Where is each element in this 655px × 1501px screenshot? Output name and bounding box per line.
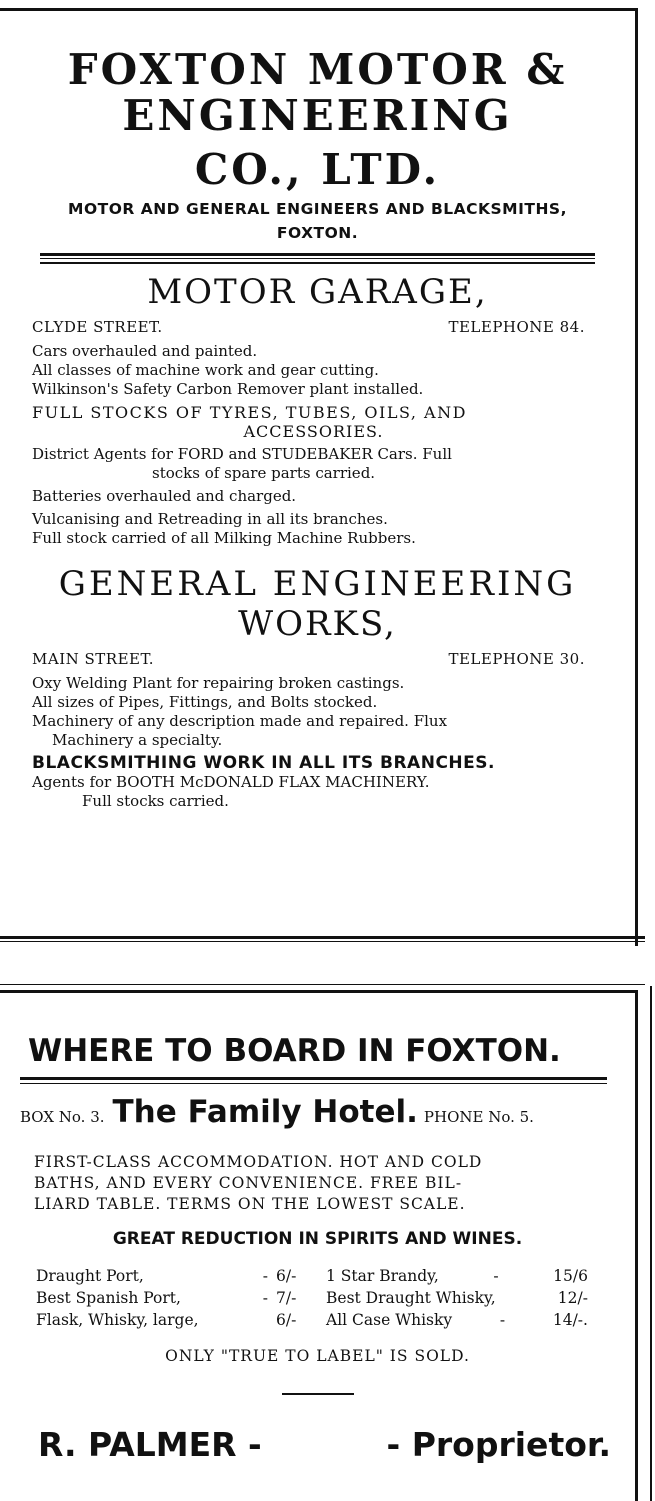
price-item: Flask, Whisky, large, (36, 1311, 199, 1329)
double-rule (20, 1077, 607, 1080)
company-tagline: MOTOR AND GENERAL ENGINEERS AND BLACKSMITHS, (68, 200, 567, 218)
outer-border (650, 986, 652, 1501)
price-item: Best Draught Whisky, (326, 1289, 496, 1307)
garage-services (32, 342, 595, 548)
works-telephone: TELEPHONE 30. (448, 650, 585, 668)
works-address-row (32, 650, 585, 668)
works-street: MAIN STREET. (32, 650, 155, 668)
price-value: 12/- (557, 1289, 588, 1307)
proprietor-title: - Proprietor. (386, 1425, 611, 1464)
service-line: Cars overhauled and painted. (32, 342, 258, 360)
hotel-name-row (20, 1094, 635, 1130)
proprietor-line (38, 1425, 611, 1464)
service-line: Wilkinson's Safety Carbon Remover plant installed. (32, 380, 424, 398)
company-location: FOXTON. (276, 224, 359, 242)
price-value: 6/- (276, 1311, 297, 1329)
price-value: 15/6 (553, 1267, 588, 1285)
garage-telephone: TELEPHONE 84. (448, 318, 585, 336)
price-dash: - (493, 1267, 499, 1285)
price-item: 1 Star Brandy, (326, 1267, 439, 1285)
service-line: Full stock carried of all Milking Machine Rubbers. (32, 529, 416, 547)
box-number: BOX No. 3. (20, 1108, 105, 1126)
garage-street: CLYDE STREET. (32, 318, 163, 336)
agents-line: stocks of spare parts carried. (152, 464, 376, 482)
motor-garage-heading: MOTOR GARAGE, (147, 272, 488, 312)
rule (40, 262, 595, 264)
works-heading-line2: WORKS, (238, 604, 397, 644)
price-list (36, 1265, 635, 1331)
price-row (36, 1309, 635, 1331)
blacksmithing-line: BLACKSMITHING WORK IN ALL ITS BRANCHES. (32, 753, 495, 773)
company-name-line2: ENGINEERING (122, 91, 513, 140)
proprietor-name: R. PALMER - (38, 1425, 262, 1464)
advert-bottom-rule (0, 941, 645, 942)
price-dash: - (262, 1267, 268, 1285)
price-value: 7/- (276, 1289, 297, 1307)
double-rule (40, 253, 595, 259)
price-item: Best Spanish Port, (36, 1289, 181, 1307)
service-line: Vulcanising and Retreading in all its branches. (32, 510, 388, 528)
company-name-line1: FOXTON MOTOR & (67, 45, 568, 94)
advert-top-rule (0, 984, 645, 985)
works-line: Machinery a specialty. (52, 731, 223, 749)
stocks-line: FULL STOCKS OF TYRES, TUBES, OILS, AND (32, 403, 467, 422)
flax-agents-line: Agents for BOOTH McDONALD FLAX MACHINERY. (32, 773, 430, 791)
rule (20, 1083, 607, 1084)
short-rule (282, 1393, 354, 1395)
description-line: BATHS, AND EVERY CONVENIENCE. FREE BIL- (34, 1174, 463, 1192)
works-services (32, 674, 595, 811)
phone-number: PHONE No. 5. (423, 1108, 534, 1126)
true-to-label-note: ONLY "TRUE TO LABEL" IS SOLD. (165, 1347, 470, 1365)
hotel-name: The Family Hotel. (112, 1094, 418, 1130)
board-heading: WHERE TO BOARD IN FOXTON. (28, 1033, 561, 1069)
garage-address-row (32, 318, 585, 336)
reduction-notice: GREAT REDUCTION IN SPIRITS AND WINES. (112, 1229, 523, 1249)
hotel-description (34, 1152, 635, 1215)
description-line: FIRST-CLASS ACCOMMODATION. HOT AND COLD (34, 1153, 483, 1171)
price-dash: - (262, 1289, 268, 1307)
price-row (36, 1287, 635, 1309)
works-line: Oxy Welding Plant for repairing broken castings. (32, 674, 405, 692)
service-line: All classes of machine work and gear cutting. (32, 361, 379, 379)
price-value: 14/-. (552, 1311, 588, 1329)
full-stocks-line: Full stocks carried. (82, 792, 229, 810)
stocks-line: ACCESSORIES. (243, 422, 384, 441)
company-name-line3: CO., LTD. (194, 145, 441, 194)
family-hotel-advert (0, 990, 638, 1501)
service-line: Batteries overhauled and charged. (32, 487, 297, 505)
works-heading-line1: GENERAL ENGINEERING (58, 564, 577, 604)
price-item: All Case Whisky (326, 1311, 453, 1329)
description-line: LIARD TABLE. TERMS ON THE LOWEST SCALE. (34, 1195, 466, 1213)
motor-engineering-advert (0, 8, 638, 946)
price-dash: - (499, 1311, 506, 1329)
works-line: All sizes of Pipes, Fittings, and Bolts stocked. (32, 693, 378, 711)
agents-line: District Agents for FORD and STUDEBAKER Cars. Full (32, 445, 452, 463)
price-row (36, 1265, 635, 1287)
works-line: Machinery of any description made and repaired. Flux (32, 712, 448, 730)
price-item: Draught Port, (36, 1267, 144, 1285)
advert-bottom-rule (0, 936, 645, 939)
price-value: 6/- (276, 1267, 297, 1285)
